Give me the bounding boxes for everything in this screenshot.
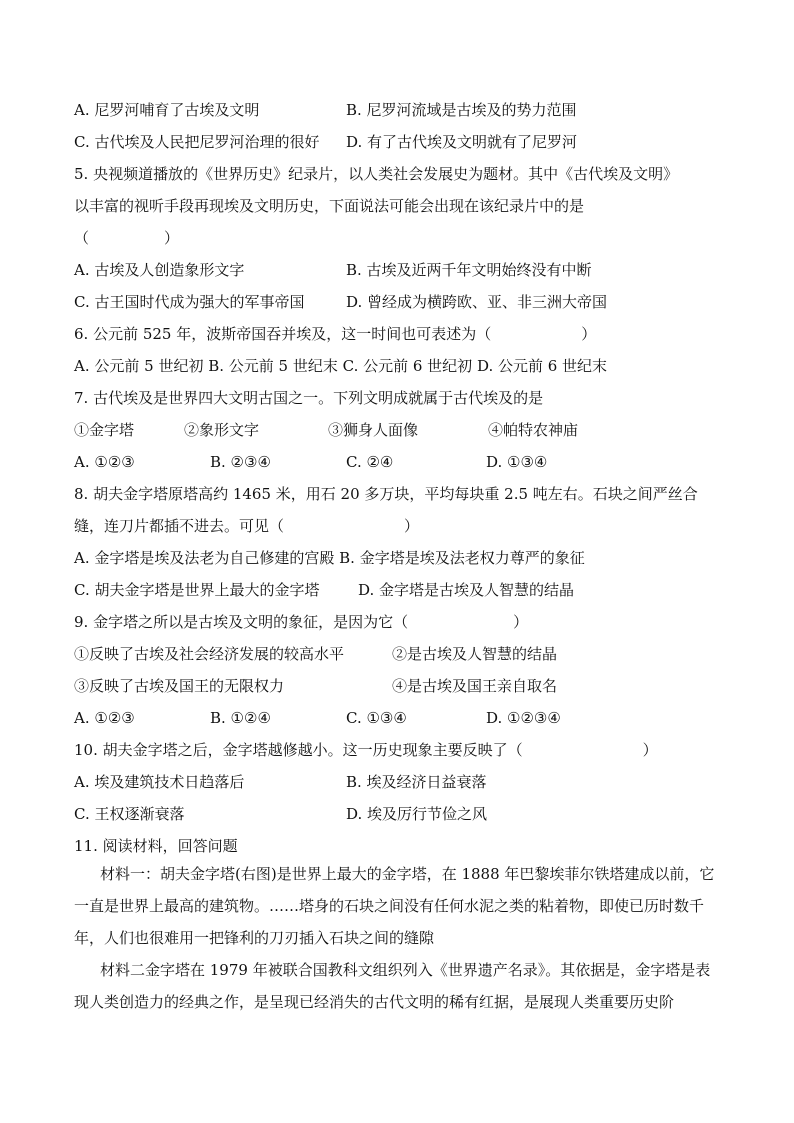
q5-option-d: D. 曾经成为横跨欧、亚、非三洲大帝国 xyxy=(346,293,608,311)
q8-stem-line2: 缝，连刀片都插不进去。可见（ ） xyxy=(74,517,420,535)
q10-option-b: B. 埃及经济日益衰落 xyxy=(346,773,487,791)
q9-item-3: ③反映了古埃及国王的无限权力 xyxy=(74,677,285,695)
q7-item-4: ④帕特农神庙 xyxy=(488,421,579,439)
q7-option-d: D. ①③④ xyxy=(486,453,548,471)
q8-option-c: C. 胡夫金字塔是世界上最大的金字塔 xyxy=(74,581,320,599)
q4-option-a: A. 尼罗河哺育了古埃及文明 xyxy=(74,101,260,119)
q7-option-c: C. ②④ xyxy=(346,453,394,471)
q7-option-a: A. ①②③ xyxy=(74,453,135,471)
q8-option-ab: A. 金字塔是埃及法老为自己修建的宫殿 B. 金字塔是埃及法老权力尊严的象征 xyxy=(74,549,585,567)
q9-stem: 9. 金字塔之所以是古埃及文明的象征，是因为它（ ） xyxy=(74,613,529,631)
q9-option-d: D. ①②③④ xyxy=(486,709,561,727)
q11-material-1: 材料一：胡夫金字塔(右图)是世界上最大的金字塔，在 1888 年巴黎埃菲尔铁塔建成以前，它一直是世界上最高的建筑物。……塔身的石块之间没有任何水泥之类的粘着物，即使已历时数千年，人们也很难用一把锋利的刀刃插入石块之间的缝隙 xyxy=(74,865,715,947)
q9-option-b: B. ①②④ xyxy=(210,709,271,727)
q5-option-b: B. 古埃及近两千年文明始终没有中断 xyxy=(346,261,592,279)
q6-options: A. 公元前 5 世纪初 B. 公元前 5 世纪末 C. 公元前 6 世纪初 D. 公元前 6 世纪末 xyxy=(74,357,608,375)
q8-option-d: D. 金字塔是古埃及人智慧的结晶 xyxy=(358,581,575,599)
q7-option-b: B. ②③④ xyxy=(210,453,271,471)
q4-option-b: B. 尼罗河流域是古埃及的势力范围 xyxy=(346,101,577,119)
q5-option-a: A. 古埃及人创造象形文字 xyxy=(74,261,245,279)
q9-item-4: ④是古埃及国王亲自取名 xyxy=(392,677,558,695)
q7-item-3: ③狮身人面像 xyxy=(328,421,419,439)
q5-option-c: C. 古王国时代成为强大的军事帝国 xyxy=(74,293,305,311)
q6-stem: 6. 公元前 525 年，波斯帝国吞并埃及，这一时间也可表述为（ ） xyxy=(74,325,597,343)
q9-item-1: ①反映了古埃及社会经济发展的较高水平 xyxy=(74,645,345,663)
q11-material-2: 材料二金字塔在 1979 年被联合国教科文组织列入《世界遗产名录》。其依据是，金字塔是表现人类创造力的经典之作，是呈现已经消失的古代文明的稀有红据，是展现人类重要历史阶 xyxy=(74,961,711,1011)
q5-stem-line1: 5. 央视频道播放的《世界历史》纪录片，以人类社会发展史为题材。其中《古代埃及文明》 xyxy=(74,165,679,183)
q10-option-c: C. 王权逐渐衰落 xyxy=(74,805,185,823)
q10-option-d: D. 埃及厉行节俭之风 xyxy=(346,805,488,823)
q9-option-a: A. ①②③ xyxy=(74,709,135,727)
q7-stem: 7. 古代埃及是世界四大文明古国之一。下列文明成就属于古代埃及的是 xyxy=(74,389,544,407)
q4-option-d: D. 有了古代埃及文明就有了尼罗河 xyxy=(346,133,578,151)
q5-stem-line2: 以丰富的视听手段再现埃及文明历史，下面说法可能会出现在该纪录片中的是 xyxy=(74,197,585,215)
q4-option-c: C. 古代埃及人民把尼罗河治理的很好 xyxy=(74,133,320,151)
q9-option-c: C. ①③④ xyxy=(346,709,407,727)
q5-answer-bracket: （ ） xyxy=(74,229,180,247)
q7-item-2: ②象形文字 xyxy=(184,421,260,439)
q7-item-1: ①金字塔 xyxy=(74,421,135,439)
q11-stem: 11. 阅读材料，回答问题 xyxy=(74,837,238,855)
q8-stem-line1: 8. 胡夫金字塔原塔高约 1465 米，用石 20 多万块，平均每块重 2.5 吨左右。石块之间严丝合 xyxy=(74,485,698,503)
q9-item-2: ②是古埃及人智慧的结晶 xyxy=(392,645,558,663)
q10-option-a: A. 埃及建筑技术日趋落后 xyxy=(74,773,245,791)
q10-stem: 10. 胡夫金字塔之后，金字塔越修越小。这一历史现象主要反映了（ ） xyxy=(74,741,658,759)
